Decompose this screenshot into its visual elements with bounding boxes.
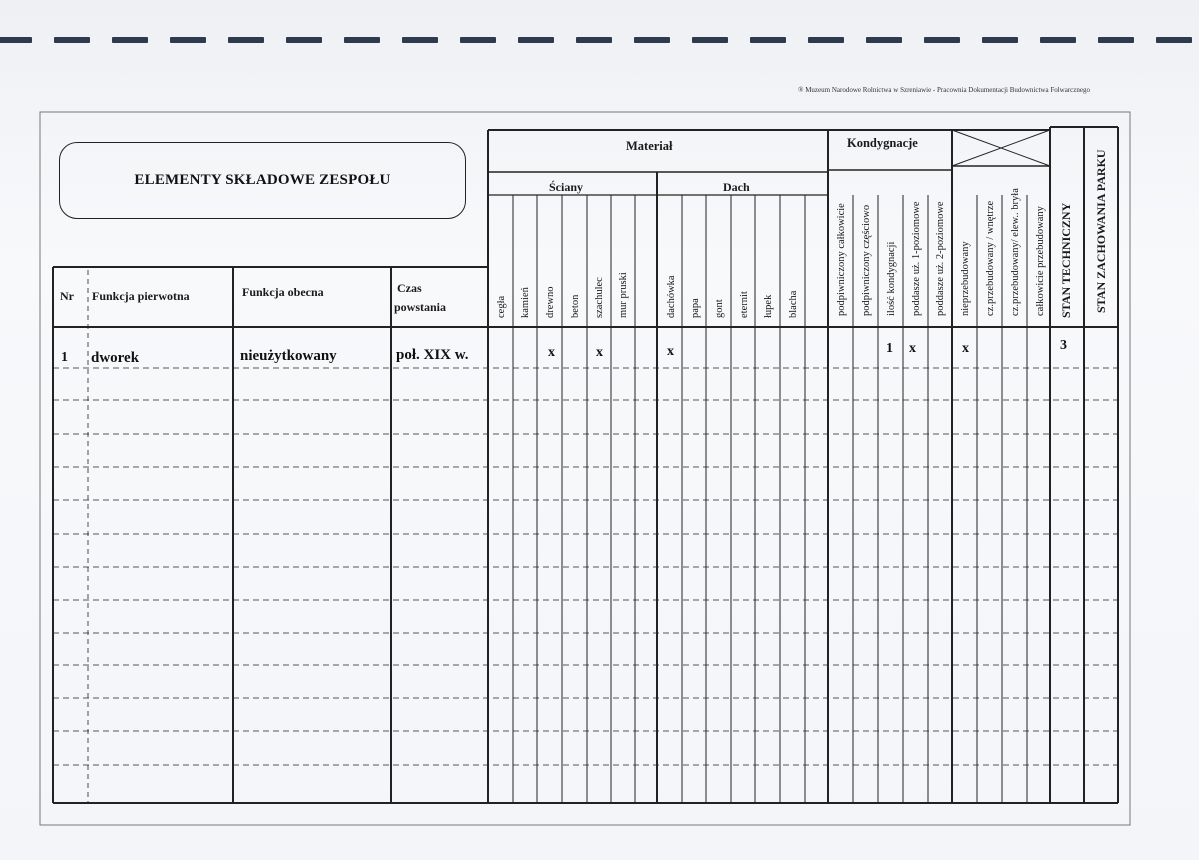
col-walls-4: szachulec [594, 277, 605, 318]
row1-current-function: nieużytkowany [240, 348, 337, 364]
col-park-state: STAN ZACHOWANIA PARKU [1094, 149, 1108, 313]
col-roof-1: papa [690, 298, 701, 318]
row1-mark-szachulec: x [596, 345, 603, 360]
copyright-note: ® Muzeum Narodowe Rolnictwa w Szreniawie - Pracownia Dokumentacji Budownictwa Folwarcznego [798, 86, 1090, 94]
col-rebuild-1: cz.przebudowany / wnętrze [985, 200, 996, 316]
col-current-function: Funkcja obecna [242, 285, 324, 299]
col-roof-4: łupek [763, 294, 774, 318]
col-floors-4: poddasze uż. 2-poziomowe [935, 201, 946, 316]
group-material: Materiał [626, 139, 673, 153]
col-walls-2: drewno [545, 286, 556, 318]
col-walls-5: mur pruski [618, 272, 629, 318]
col-roof-3: eternit [739, 291, 750, 318]
col-time-line2: powstania [394, 300, 447, 314]
col-floors-0: podpiwniczony całkowicie [836, 203, 847, 316]
col-roof-5: blacha [788, 290, 799, 318]
col-nr: Nr [60, 289, 74, 303]
row1-mark-attic-1: x [909, 341, 916, 356]
col-roof-0: dachówka [666, 275, 677, 318]
col-roof-2: gont [714, 299, 725, 318]
form-title: ELEMENTY SKŁADOWE ZESPOŁU [134, 172, 391, 188]
col-rebuild-3: całkowicie przebudowany [1035, 206, 1046, 316]
group-floors: Kondygnacje [847, 136, 918, 150]
col-walls-3: beton [570, 294, 581, 318]
col-rebuild-0: nieprzebudowany [960, 241, 971, 316]
group-walls: Ściany [549, 180, 584, 194]
row1-mark-floors-count: 1 [886, 341, 893, 356]
col-floors-2: ilość kondygnacji [886, 241, 897, 316]
row1-technical-state: 3 [1060, 338, 1067, 353]
col-time-line1: Czas [397, 281, 422, 295]
row1-mark-not-rebuilt: x [962, 341, 969, 356]
col-walls-0: cegła [496, 295, 507, 318]
col-floors-3: poddasze uż. 1-poziomowe [911, 201, 922, 316]
row1-nr: 1 [61, 350, 68, 365]
col-technical-state: STAN TECHNICZNY [1059, 202, 1073, 318]
col-rebuild-2: cz.przebudowany/ elew.. bryła [1010, 188, 1021, 316]
col-walls-1: kamień [520, 287, 531, 318]
group-roof: Dach [723, 180, 750, 194]
row1-mark-dachowka: x [667, 344, 674, 359]
col-floors-1: podpiwniczony częściowo [861, 204, 872, 316]
row1-time: poł. XIX w. [396, 347, 469, 363]
row1-original-function: dworek [91, 350, 140, 366]
row1-mark-drewno: x [548, 345, 555, 360]
col-original-function: Funkcja pierwotna [92, 289, 190, 303]
